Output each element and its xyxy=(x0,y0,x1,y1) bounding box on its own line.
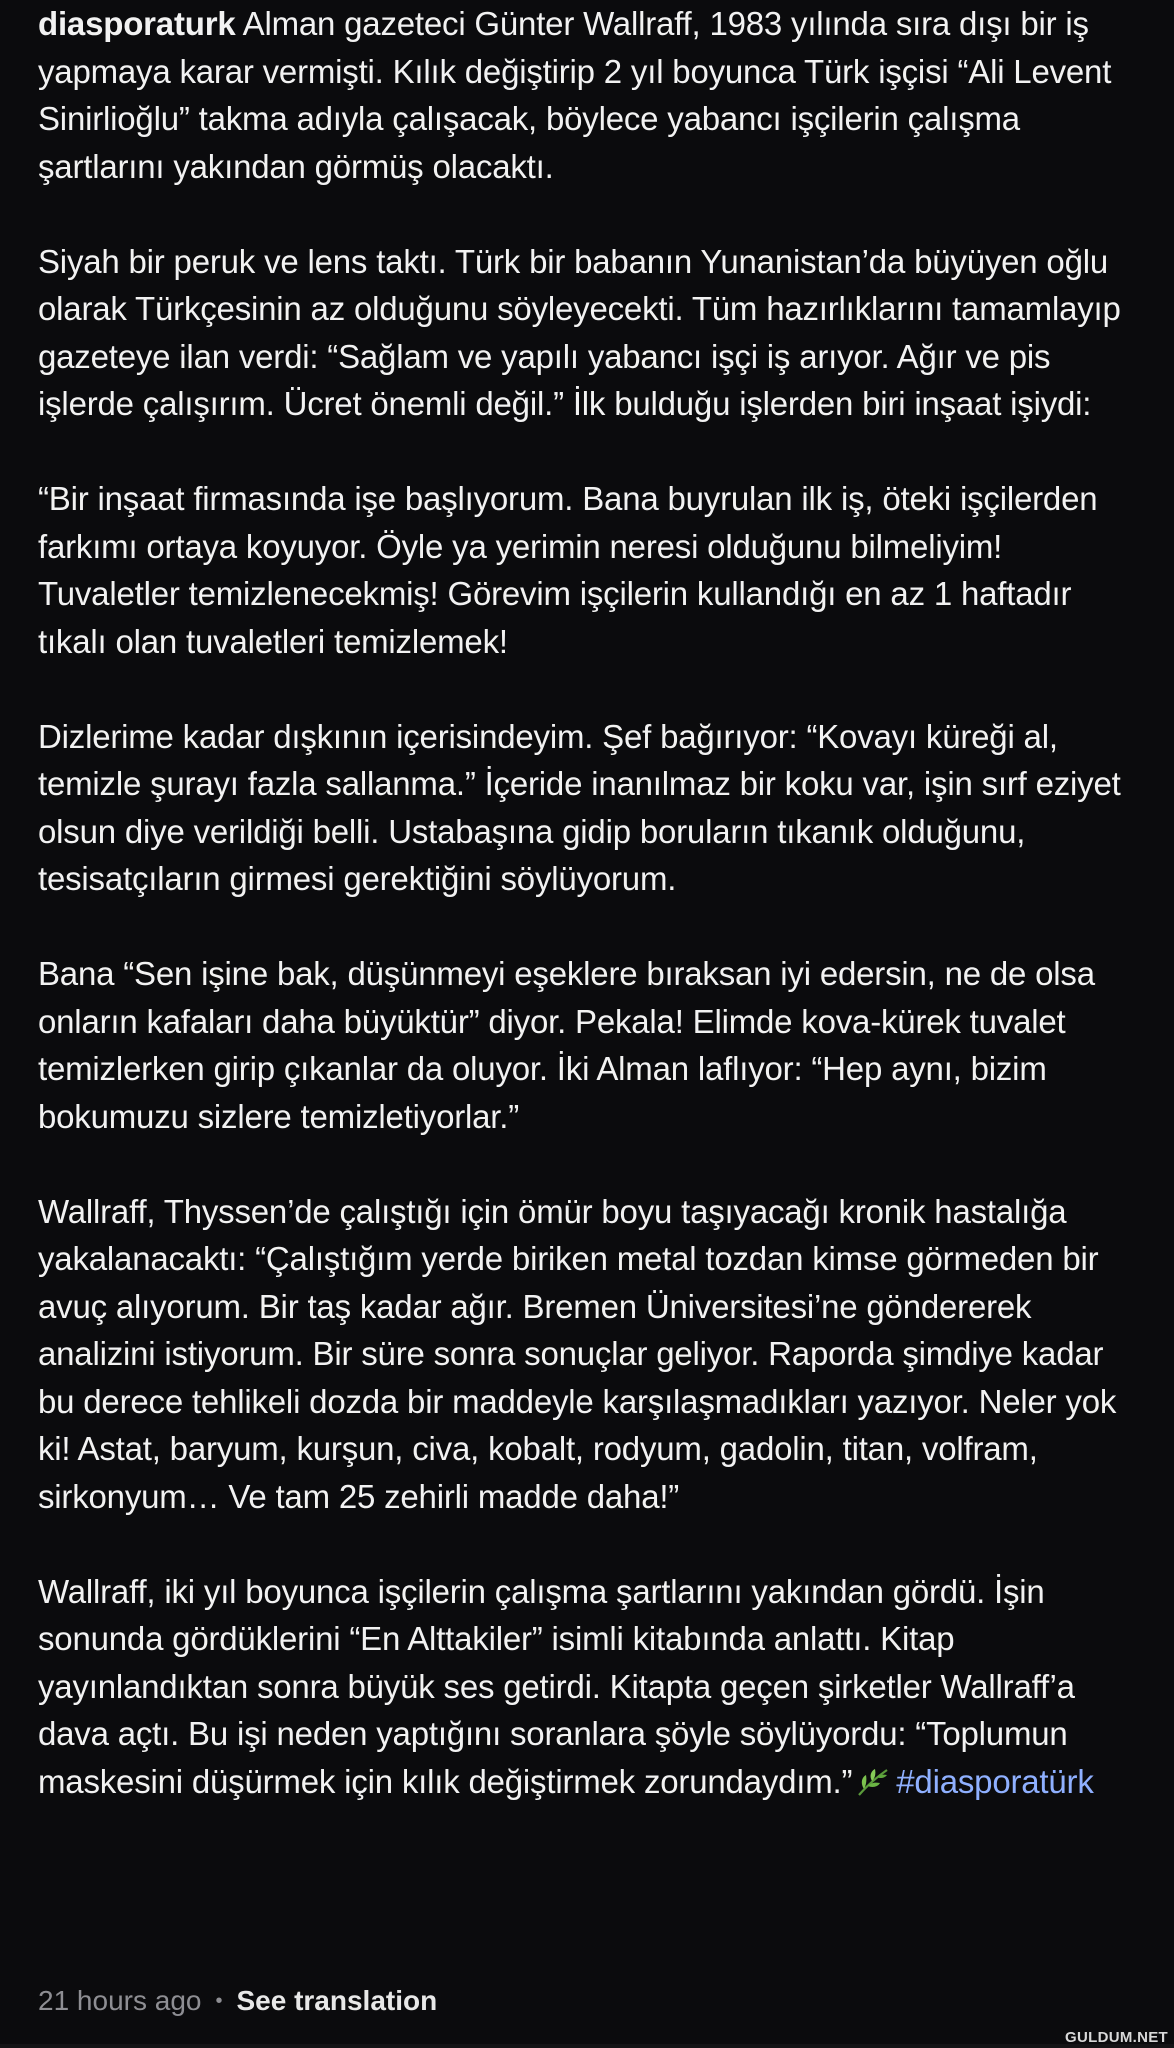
bottom-divider xyxy=(0,2044,1174,2048)
caption-paragraph-7 xyxy=(38,1568,1148,1806)
caption-paragraph-3: “Bir inşaat firmasında işe başlıyorum. Bana buyrulan ilk iş, öteki işçilerden farkımı ortaya koyuyor. Öyle ya yerimin neresi olduğunu bilmeliyim! Tuvaletler temizlenecekmiş! Görevim işçilerin kullandığı en az 1 haftadır tıkalı olan tuvaletleri temizlemek! xyxy=(38,480,1098,660)
timestamp: 21 hours ago xyxy=(38,1985,202,2016)
hashtag-link[interactable]: #diasporatürk xyxy=(896,1762,1094,1800)
see-translation-button[interactable]: See translation xyxy=(236,1985,438,2016)
caption-paragraph-2: Siyah bir peruk ve lens taktı. Türk bir babanın Yunanistan’da büyüyen oğlu olarak Türkçesinin az olduğunu söyleyecekti. Tüm hazırlıklarını tamamlayıp gazeteye ilan verdi: “Sağlam ve yapılı yabancı işçi iş arıyor. Ağır ve pis işlerde çalışırım. Ücret önemli değil.” İlk bulduğu işlerden biri inşaat işiydi: xyxy=(38,242,1121,422)
caption-paragraph-6: Wallraff, Thyssen’de çalıştığı için ömür boyu taşıyacağı kronik hastalığa yakalanacaktı: “Çalıştığım yerde biriken metal tozdan kimse görmeden bir avuç alıyorum. Bir taş kadar ağır. Bremen Üniversitesi’ne göndererek analizini istiyorum. Bir süre sonra sonuçlar geliyor. Raporda şimdiye kadar bu derece tehlikeli dozda bir maddeyle karşılaşmadıkları yazıyor. Neler yok ki! Astat, baryum, kurşun, civa, kobalt, rodyum, gadolin, titan, volfram, sirkonyum… Ve tam 25 zehirli madde daha!” xyxy=(38,1192,1117,1515)
caption-paragraph-1 xyxy=(38,0,1148,190)
caption-text: Wallraff, iki yıl boyunca işçilerin çalışma şartlarını yakından gördü. İşin sonunda gördüklerini “En Alttakiler” isimli kitabında anlattı. Kitap yayınlandıktan sonra büyük ses getirdi. Kitapta geçen şirketler Wallraff’a dava açtı. Bu işi neden yaptığını soranlara şöyle söylüyordu: “Toplumun maskesini düşürmek için kılık değiştirmek zorundaydım.” xyxy=(38,1572,1075,1800)
post-caption xyxy=(38,0,1148,1853)
watermark: GULDUM.NET xyxy=(1065,2029,1168,2046)
caption-paragraph-4: Dizlerime kadar dışkının içerisindeyim. Şef bağırıyor: “Kovayı küreği al, temizle şurayı fazla sallanma.” İçeride inanılmaz bir koku var, işin sırf eziyet olsun diye verildiği belli. Ustabaşına gidip boruların tıkanık olduğunu, tesisatçıların girmesi gerektiğini söylüyorum. xyxy=(38,717,1121,897)
caption-text: Alman gazeteci Günter Wallraff, 1983 yılında sıra dışı bir iş yapmaya karar vermişti. Kılık değiştirip 2 yıl boyunca Türk işçisi “Ali Levent Sinirlioğlu” takma adıyla çalışacak, böylece yabancı işçilerin çalışma şartlarını yakından görmüş olacaktı. xyxy=(38,5,1112,185)
username-link[interactable]: diasporaturk xyxy=(38,5,236,42)
post-meta xyxy=(38,1976,437,2026)
caption-paragraph-5: Bana “Sen işine bak, düşünmeyi eşeklere bıraksan iyi edersin, ne de olsa onların kafaları daha büyüktür” diyor. Pekala! Elimde kova-kürek tuvalet temizlerken girip çıkanlar da oluyor. İki Alman laflıyor: “Hep aynı, bizim bokumuzu sizlere temizletiyorlar.” xyxy=(38,955,1095,1135)
separator-dot: • xyxy=(215,1989,223,2012)
herb-leaf-icon xyxy=(856,1762,890,1792)
